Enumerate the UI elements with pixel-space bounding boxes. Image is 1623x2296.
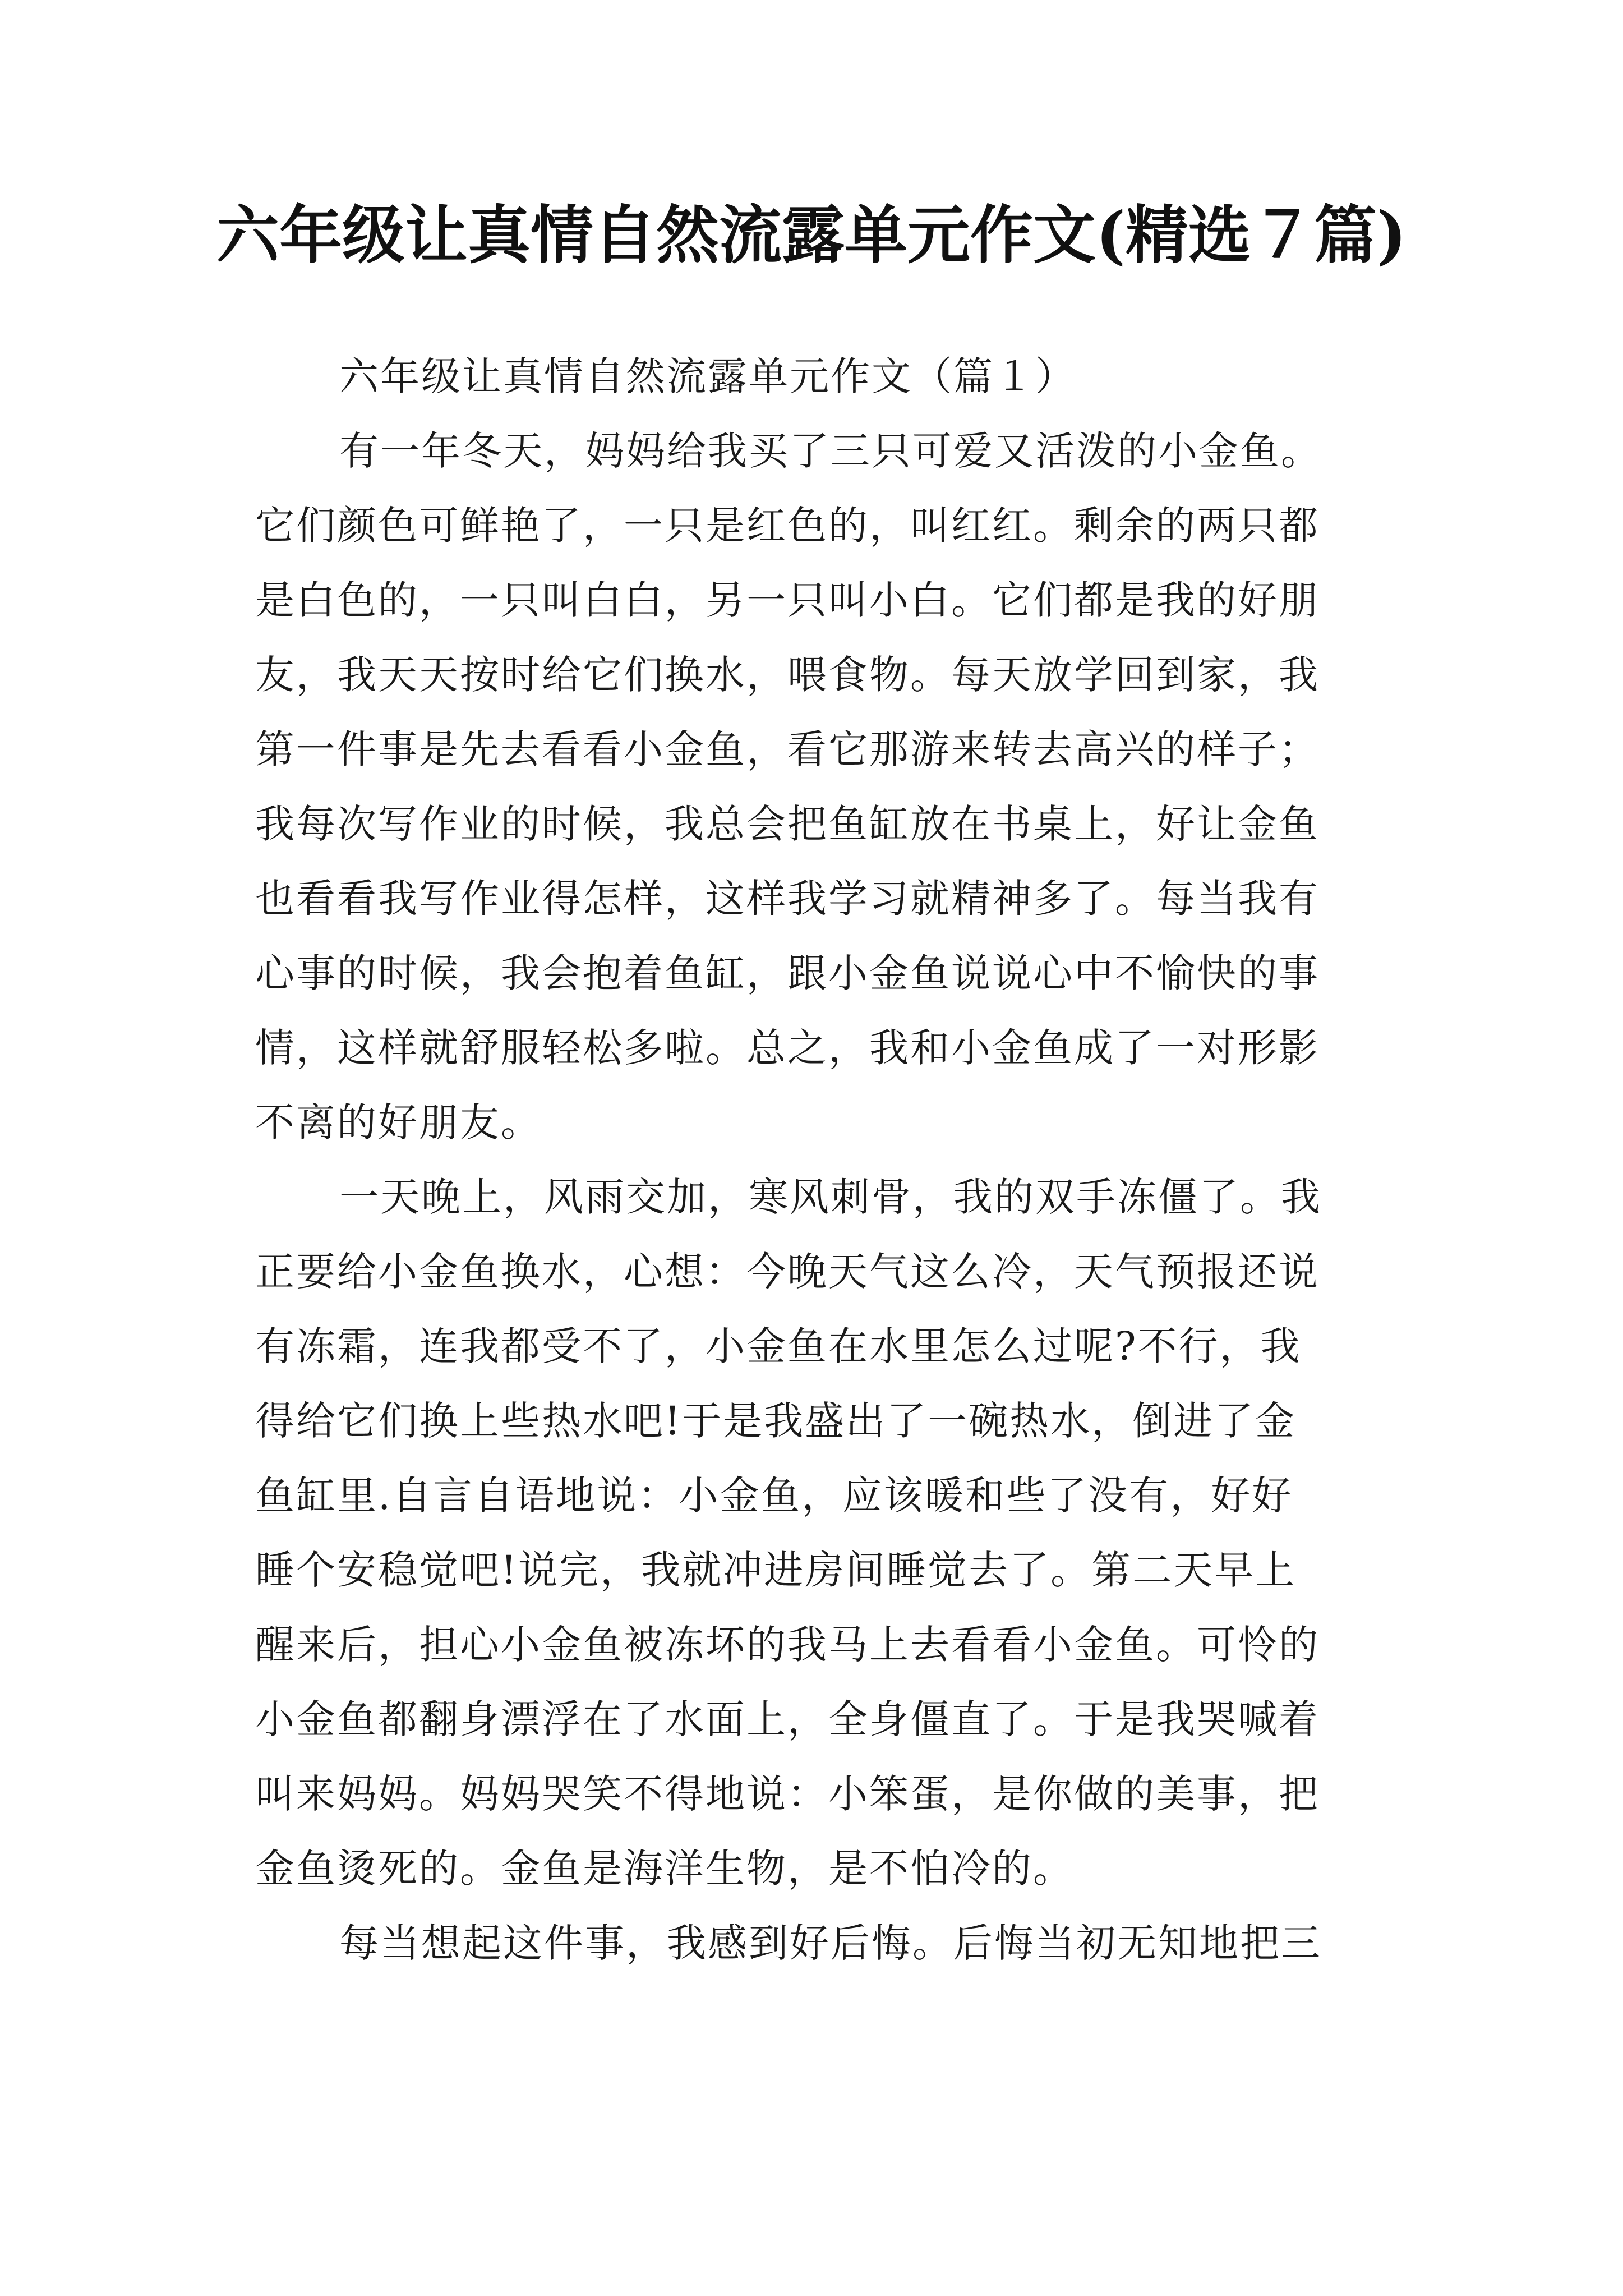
paragraph-line: 醒来后，担心小金鱼被冻坏的我马上去看看小金鱼。可怜的 bbox=[255, 1622, 1320, 1668]
document-body bbox=[255, 339, 1382, 1981]
paragraph-1 bbox=[255, 414, 1382, 1160]
paragraph-3 bbox=[255, 1906, 1382, 1981]
paragraph-line: 睡个安稳觉吧!说完，我就冲进房间睡觉去了。第二天早上 bbox=[255, 1547, 1297, 1593]
paragraph-line: 小金鱼都翻身漂浮在了水面上，全身僵直了。于是我哭喊着 bbox=[255, 1696, 1320, 1742]
paragraph-line: 我每次写作业的时候，我总会把鱼缸放在书桌上，好让金鱼 bbox=[255, 801, 1320, 847]
paragraph-line: 正要给小金鱼换水，心想：今晚天气这么冷，天气预报还说 bbox=[255, 1249, 1320, 1295]
paragraph-line: 有冻霜，连我都受不了，小金鱼在水里怎么过呢?不行，我 bbox=[255, 1323, 1302, 1369]
paragraph-line: 得给它们换上些热水吧!于是我盛出了一碗热水，倒进了金 bbox=[255, 1398, 1297, 1444]
paragraph-line: 也看看我写作业得怎样，这样我学习就精神多了。每当我有 bbox=[255, 876, 1320, 922]
paragraph-line: 情，这样就舒服轻松多啦。总之，我和小金鱼成了一对形影 bbox=[255, 1025, 1320, 1071]
paragraph-line: 它们颜色可鲜艳了，一只是红色的，叫红红。剩余的两只都 bbox=[255, 503, 1320, 549]
paragraph-2 bbox=[255, 1160, 1382, 1906]
paragraph-line: 第一件事是先去看看小金鱼，看它那游来转去高兴的样子； bbox=[255, 726, 1320, 772]
paragraph-line: 是白色的，一只叫白白，另一只叫小白。它们都是我的好朋 bbox=[255, 577, 1320, 623]
paragraph-line: 有一年冬天，妈妈给我买了三只可爱又活泼的小金鱼。 bbox=[339, 428, 1322, 474]
paragraph-line: 友，我天天按时给它们换水，喂食物。每天放学回到家，我 bbox=[255, 652, 1320, 698]
paragraph-line: 叫来妈妈。妈妈哭笑不得地说：小笨蛋，是你做的美事，把 bbox=[255, 1771, 1320, 1817]
paragraph-line: 金鱼烫死的。金鱼是海洋生物，是不怕冷的。 bbox=[255, 1846, 1074, 1892]
section-heading: 六年级让真情自然流露单元作文（篇１） bbox=[339, 353, 1076, 399]
document-title: 六年级让真情自然流露单元作文(精选７篇) bbox=[216, 199, 1407, 272]
paragraph-line: 心事的时候，我会抱着鱼缸，跟小金鱼说说心中不愉快的事 bbox=[255, 950, 1320, 996]
paragraph-line: 每当想起这件事，我感到好后悔。后悔当初无知地把三 bbox=[339, 1920, 1322, 1966]
paragraph-line: 一天晚上，风雨交加，寒风刺骨，我的双手冻僵了。我 bbox=[339, 1174, 1322, 1220]
paragraph-line: 鱼缸里.自言自语地说：小金鱼，应该暖和些了没有，好好 bbox=[255, 1473, 1293, 1519]
paragraph-line: 不离的好朋友。 bbox=[255, 1099, 542, 1145]
